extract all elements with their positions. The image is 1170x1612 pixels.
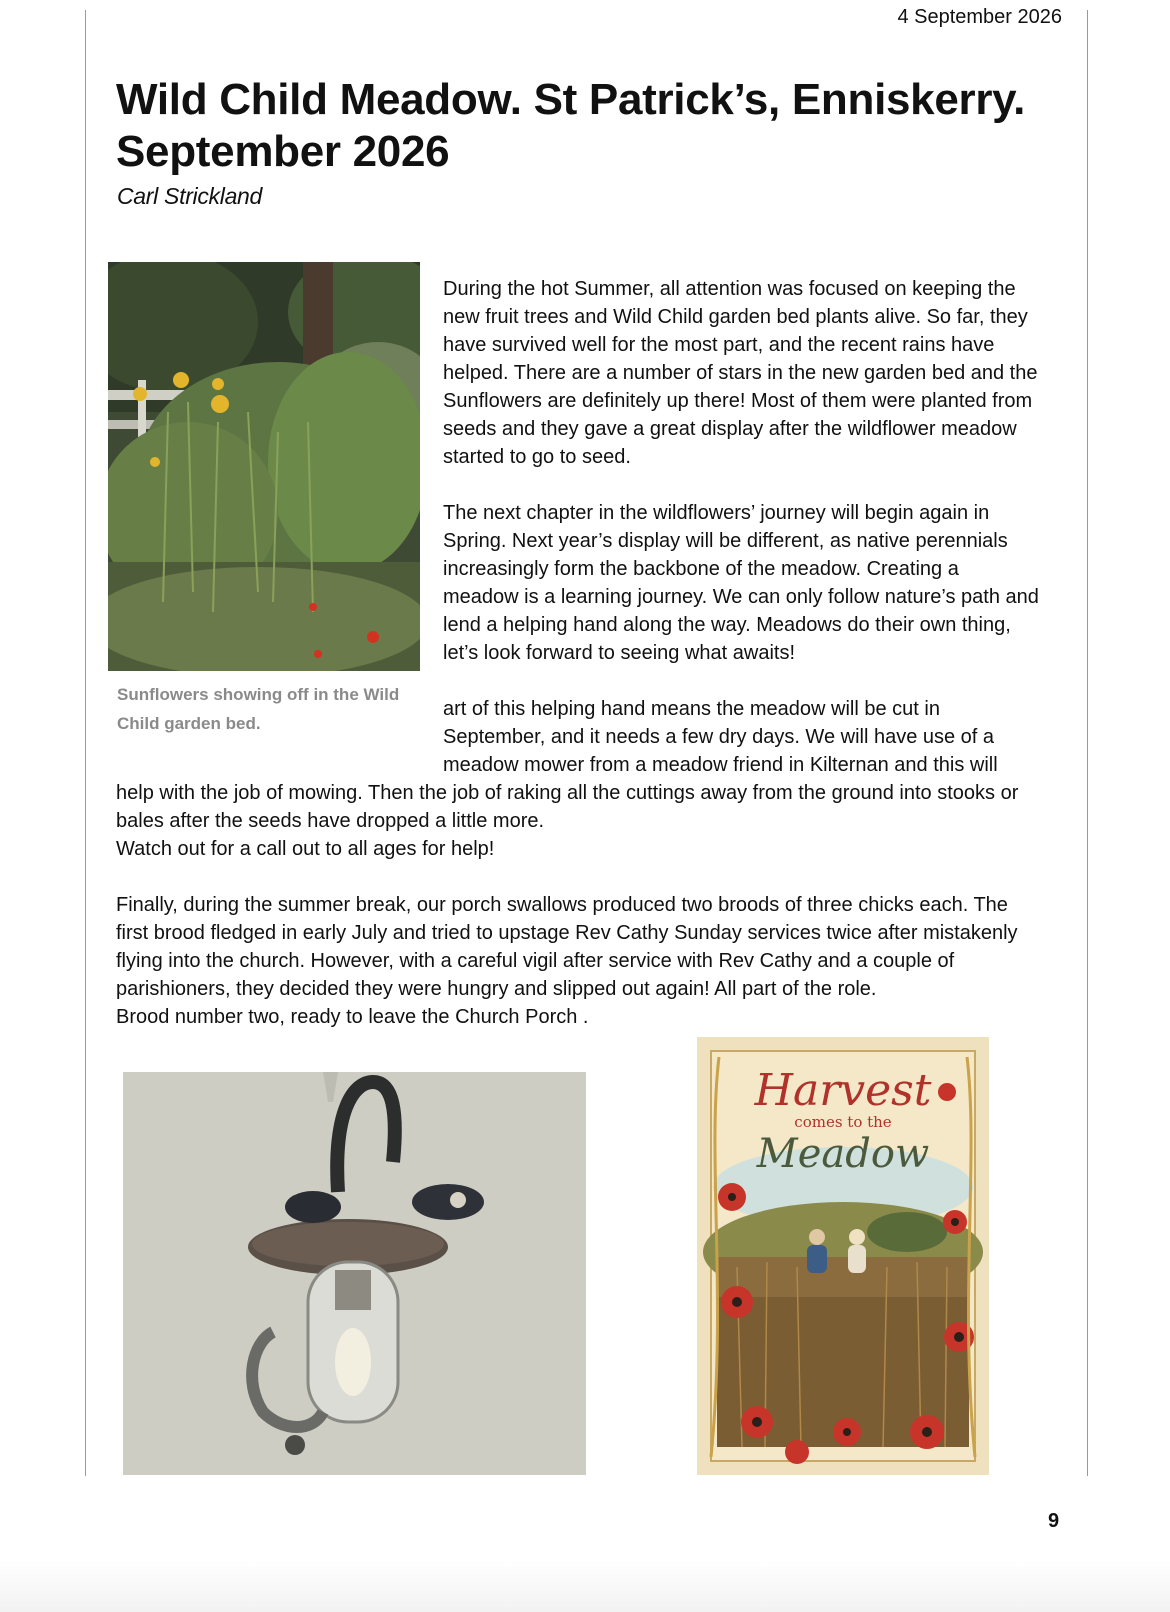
text-line: September, and it needs a few dry days. We will have use of a [443,726,995,748]
text-line: Spring. Next year’s display will be different, as native perennials [443,530,1008,552]
text-line: lend a helping hand along the way. Meadows do their own thing, [443,614,1011,636]
text-line: Brood number two, ready to leave the Church Porch . [116,1006,589,1028]
paragraph-next-chapter [443,499,1073,667]
porch-swallows-photo [123,1072,586,1475]
text-line: seeds and they gave a great display after the wildflower meadow [443,418,1017,440]
text-line: started to go to seed. [443,446,631,468]
page-number: 9 [1048,1510,1060,1532]
text-line: Finally, during the summer break, our porch swallows produced two broods of three chicks each. The [116,894,1008,916]
text-line: increasingly form the backbone of the meadow. Creating a [443,558,959,580]
article-title [116,74,1076,178]
left-margin-rule [85,10,86,1476]
text-line: Sunflowers are definitely up there! Most of them were planted from [443,390,1033,412]
text-line: During the hot Summer, all attention was focused on keeping the [443,278,1016,300]
text-line: help with the job of mowing. Then the job of raking all the cuttings away from the ground into stooks or [116,782,1019,804]
text-line: parishioners, they decided they were hungry and slipped out again! All part of the role. [116,978,877,1000]
poster-word-meadow: Meadow [756,1131,930,1177]
page-bottom-edge [0,1560,1170,1612]
text-line: Watch out for a call out to all ages for help! [116,838,495,860]
harvest-meadow-poster [697,1037,989,1475]
caption-line-1: Sunflowers showing off in the Wild [117,685,400,704]
paragraph-swallows [116,891,1076,1031]
text-line: bales after the seeds have dropped a little more. [116,810,545,832]
text-line: first brood fledged in early July and tried to upstage Rev Cathy Sunday services twice after mistakenly [116,922,1018,944]
text-line: flying into the church. However, with a careful vigil after service with Rev Cathy and a couple of [116,950,955,972]
text-line: The next chapter in the wildflowers’ journey will begin again in [443,502,990,524]
text-line: helped. There are a number of stars in the new garden bed and the [443,362,1038,384]
sunflower-photo-caption [117,680,417,738]
poster-word-comes: comes to the [794,1113,892,1131]
text-line: meadow is a learning journey. We can only follow nature’s path and [443,586,1039,608]
right-margin-rule [1087,10,1088,1476]
text-line: new fruit trees and Wild Child garden bed plants alive. So far, they [443,306,1028,328]
sunflower-garden-photo [108,262,420,671]
caption-line-2: Child garden bed. [117,714,261,733]
text-line: have survived well for the most part, and the recent rains have [443,334,995,356]
paragraph-mowing-start [443,695,1073,779]
paragraph-summer [443,275,1073,471]
text-line: meadow mower from a meadow friend in Kilternan and this will [443,754,998,776]
poster-word-harvest: Harvest [754,1065,932,1116]
issue-date: 4 September 2026 [897,6,1062,28]
paragraph-mowing-continued [116,779,1076,863]
article-author: Carl Strickland [117,183,263,209]
text-line: let’s look forward to seeing what awaits! [443,642,796,664]
text-line: art of this helping hand means the meadow will be cut in [443,698,940,720]
article-title-line-2: September 2026 [116,127,450,176]
article-title-line-1: Wild Child Meadow. St Patrick’s, Enniskerry. [116,75,1025,124]
